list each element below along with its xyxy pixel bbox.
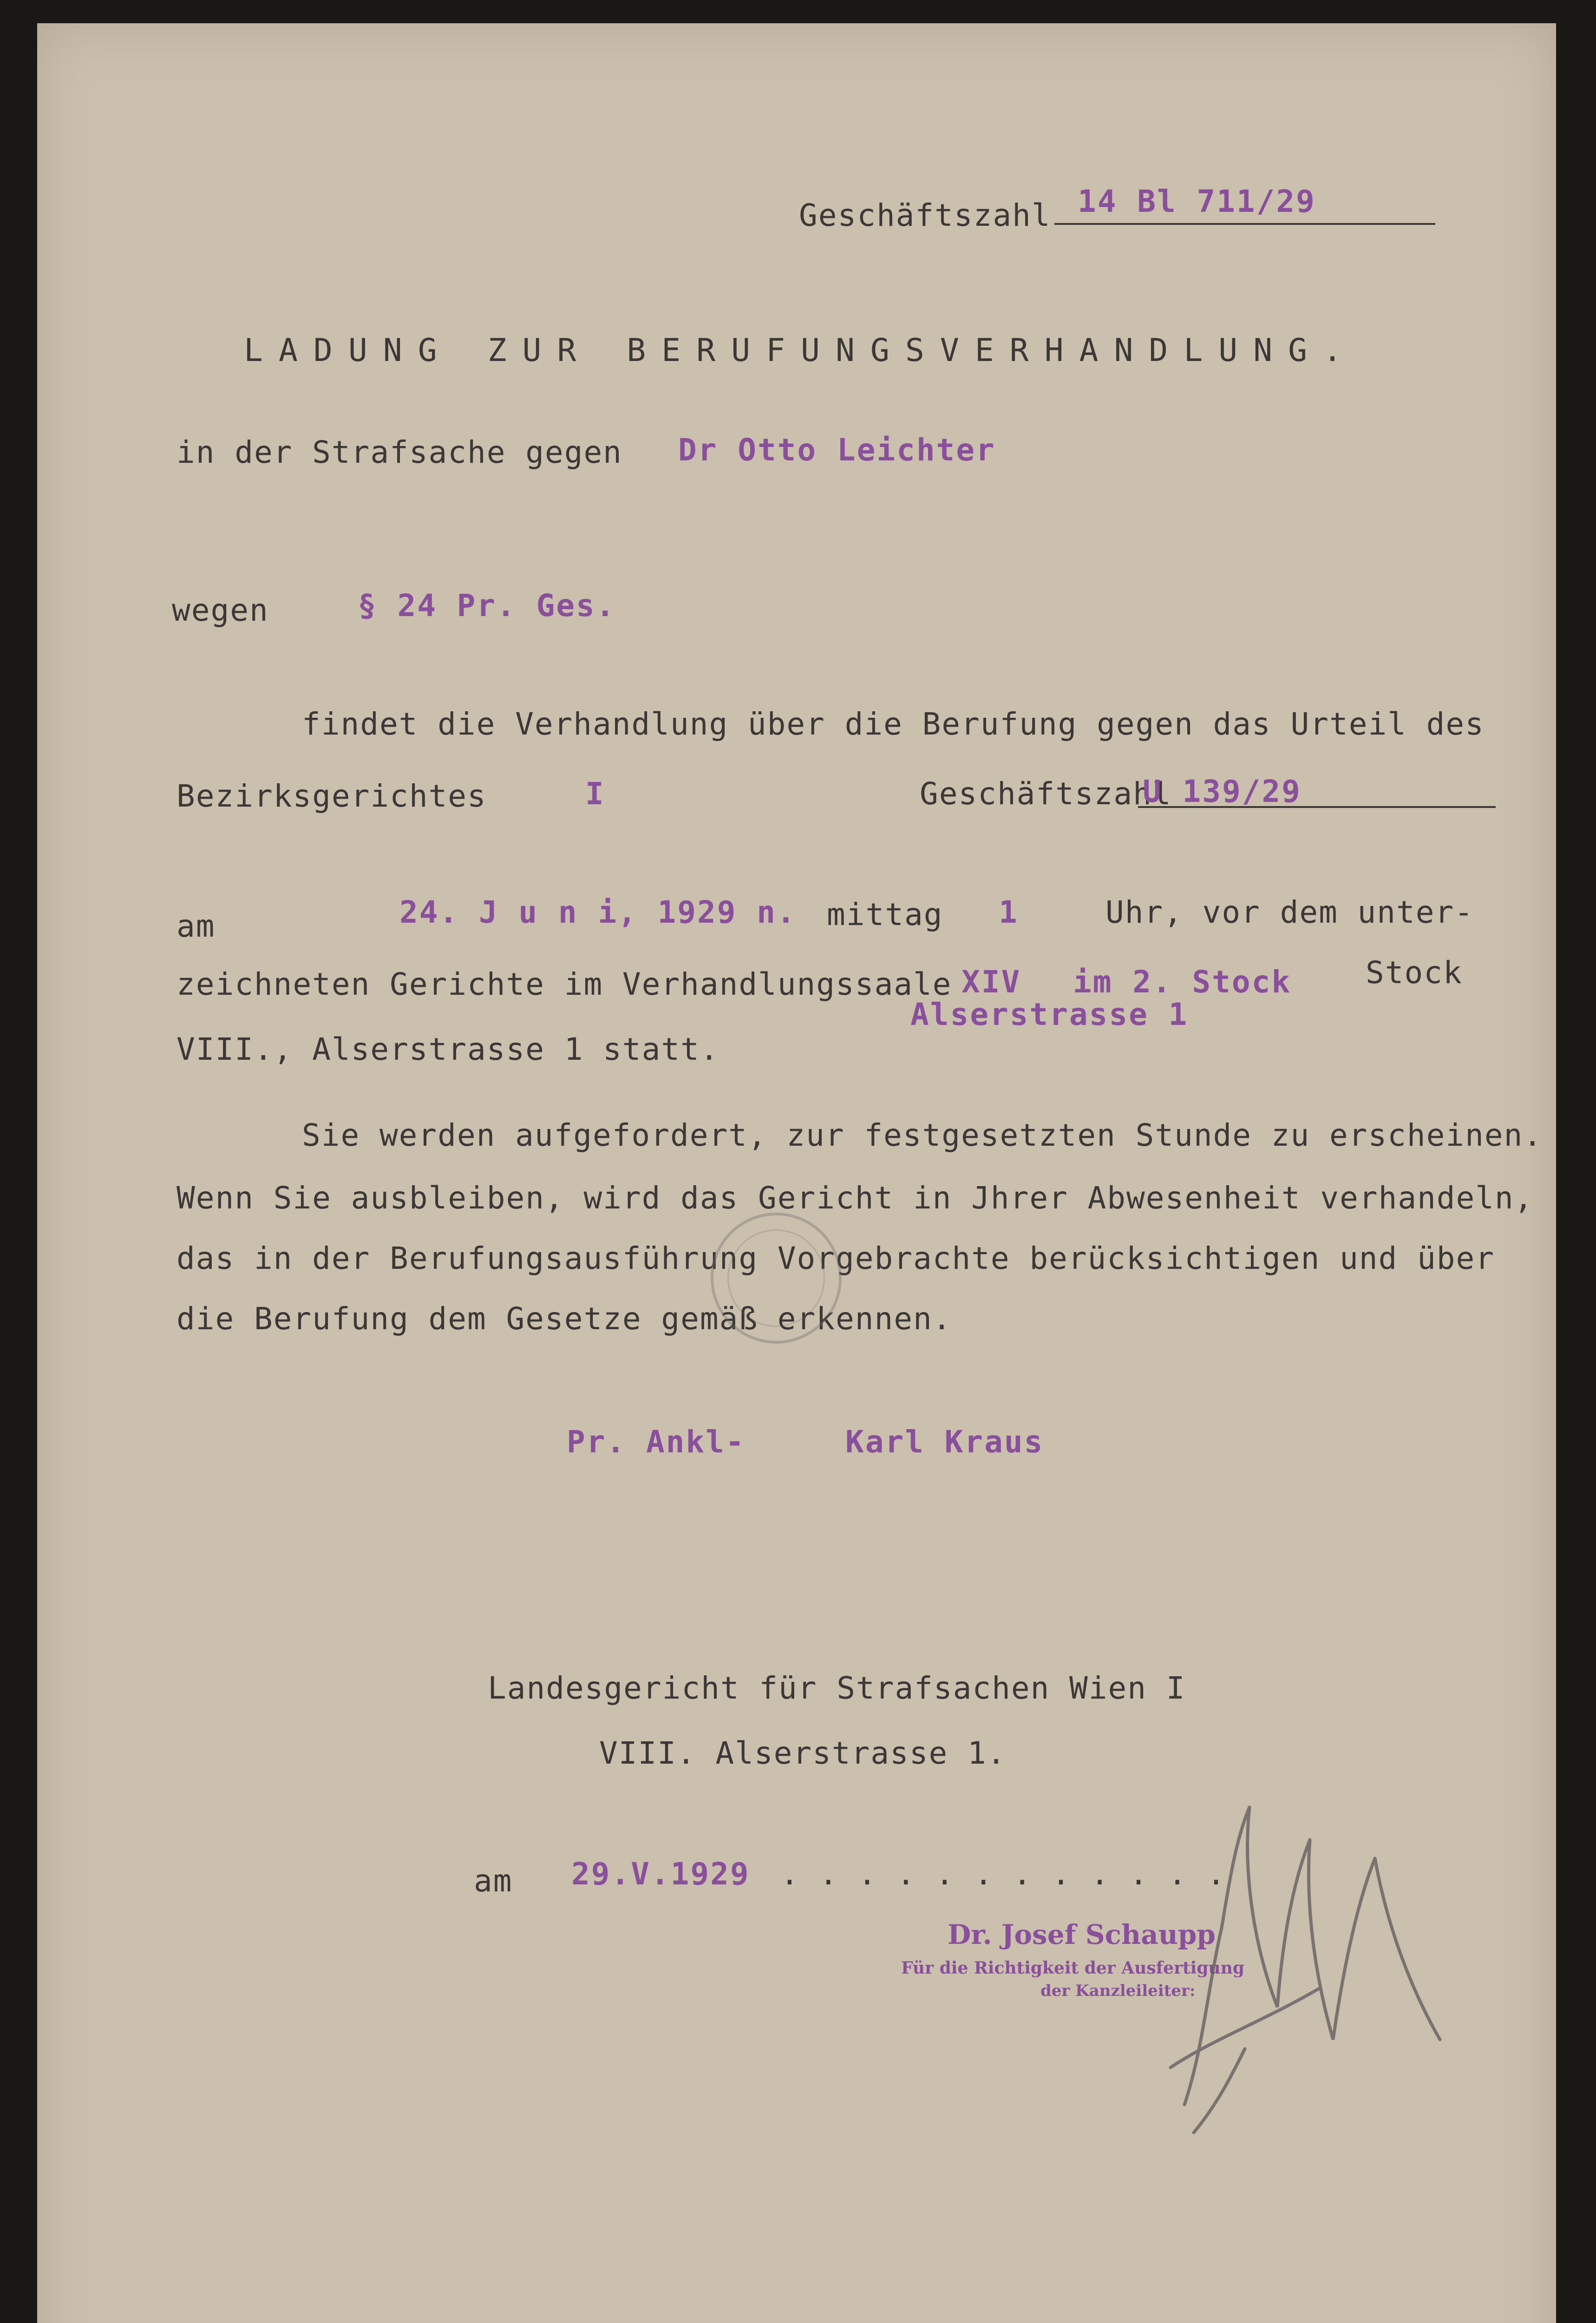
appeal-number-label: Geschäftszahl bbox=[920, 776, 1172, 812]
hearing-stock-typed: Stock bbox=[1366, 955, 1463, 991]
issue-am-label: am bbox=[474, 1863, 513, 1899]
document-title: LADUNG ZUR BERUFUNGSVERHANDLUNG. bbox=[244, 332, 1358, 369]
body-line-1: Sie werden aufgefordert, zur festgesetzten Stunde zu erscheinen. bbox=[302, 1117, 1543, 1153]
court-name: Landesgericht für Strafsachen Wien I bbox=[488, 1670, 1186, 1706]
hearing-floor: im 2. Stock bbox=[1073, 964, 1292, 1000]
body-line-2: Wenn Sie ausbleiben, wird das Gericht in Jhrer Abwesenheit verhandeln, bbox=[177, 1180, 1534, 1216]
file-number-value: 14 Bl 711/29 bbox=[1078, 184, 1316, 219]
signature-stamp-name: Dr. Josef Schaupp bbox=[948, 1919, 1216, 1950]
file-number-underline bbox=[1054, 223, 1435, 225]
charge-label: wegen bbox=[172, 592, 269, 628]
defendant-name: Dr Otto Leichter bbox=[678, 432, 996, 468]
document-page bbox=[37, 23, 1556, 2323]
court-label: Bezirksgerichtes bbox=[177, 778, 487, 814]
hearing-line-3: VIII., Alserstrasse 1 statt. bbox=[177, 1031, 720, 1067]
signature-stamp-line-2: der Kanzleileiter: bbox=[1040, 1982, 1196, 2000]
hearing-am-label: am bbox=[177, 908, 216, 944]
file-number-label: Geschäftszahl bbox=[799, 197, 1051, 233]
appeal-number-underline bbox=[1138, 806, 1496, 808]
prosecutor-name: Karl Kraus bbox=[845, 1424, 1044, 1460]
hearing-line-2: zeichneten Gerichte im Verhandlungssaale bbox=[177, 966, 952, 1002]
court-seal-icon bbox=[711, 1213, 842, 1344]
court-value: I bbox=[585, 776, 605, 812]
hearing-mittag: mittag bbox=[827, 897, 943, 932]
charge-value: § 24 Pr. Ges. bbox=[358, 588, 616, 623]
hearing-address-stamp: Alserstrasse 1 bbox=[910, 997, 1189, 1032]
against-label: in der Strafsache gegen bbox=[177, 434, 622, 470]
issue-date: 29.V.1929 bbox=[571, 1856, 750, 1892]
handwritten-signature-icon bbox=[1143, 1686, 1468, 2151]
court-address: VIII. Alserstrasse 1. bbox=[599, 1735, 1007, 1771]
appeal-line-1: findet die Verhandlung über die Berufung gegen das Urteil des bbox=[302, 706, 1485, 742]
issue-dots: . . . . . . . . . . . . bbox=[780, 1856, 1226, 1892]
appeal-number-value: U 139/29 bbox=[1143, 774, 1302, 809]
body-line-4: die Berufung dem Gesetze gemäß erkennen. bbox=[177, 1301, 952, 1337]
hearing-line-1-rest: Uhr, vor dem unter- bbox=[1105, 894, 1474, 930]
signature-stamp-line-1: Für die Richtigkeit der Ausfertigung bbox=[901, 1958, 1245, 1978]
hearing-hour: 1 bbox=[999, 894, 1019, 930]
hearing-room: XIV bbox=[962, 964, 1021, 1000]
hearing-date: 24. J u n i, 1929 n. bbox=[399, 894, 797, 930]
body-line-3: das in der Berufungsausführung Vorgebrachte berücksichtigen und über bbox=[177, 1240, 1495, 1276]
prosecutor-label: Pr. Ankl- bbox=[567, 1424, 746, 1460]
